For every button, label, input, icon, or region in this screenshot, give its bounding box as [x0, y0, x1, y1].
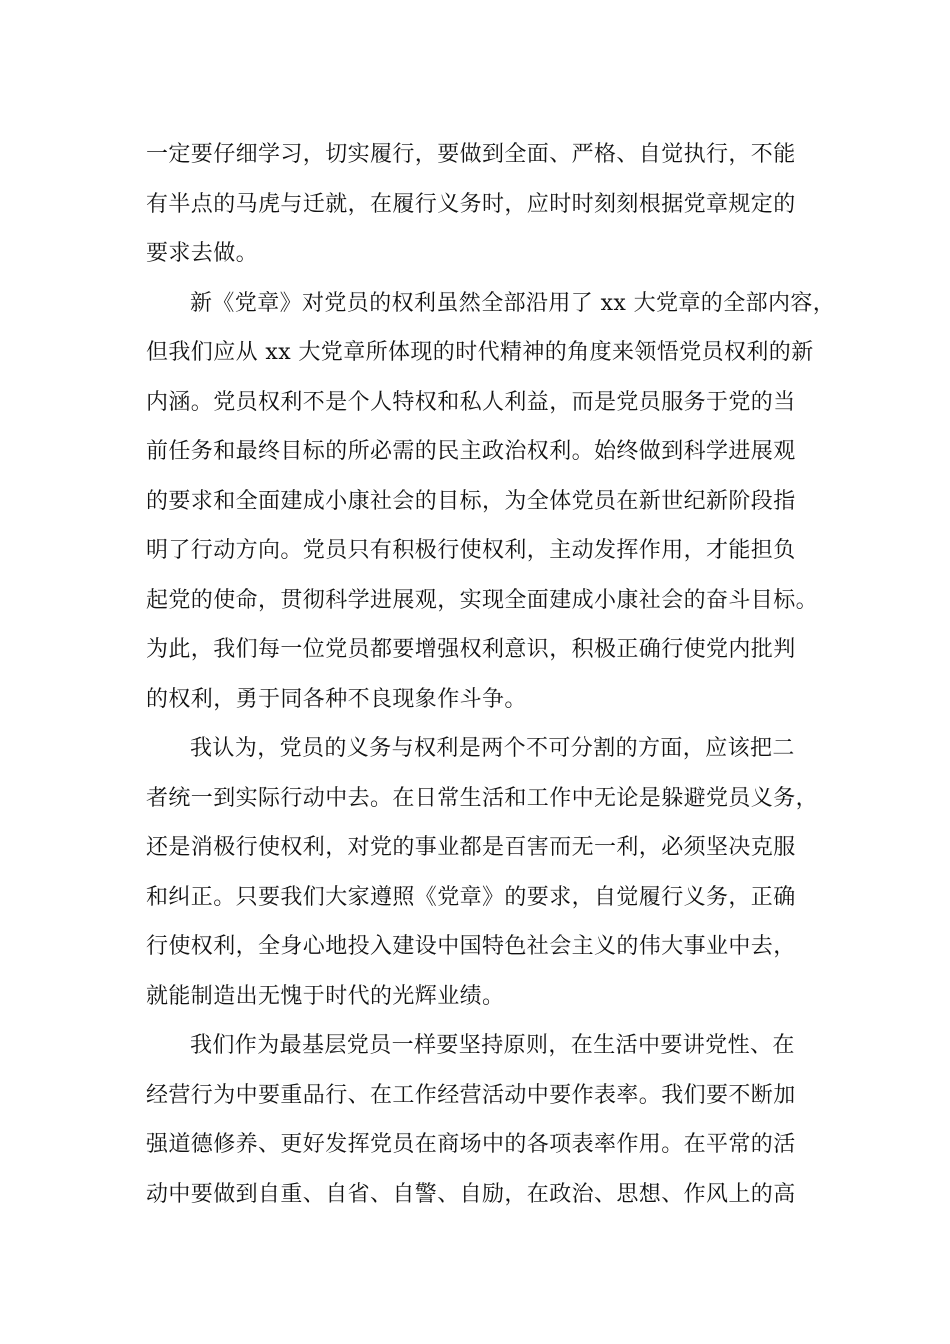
paragraph: [146, 724, 818, 1021]
text-line: 起党的使命，贯彻科学进展观，实现全面建成小康社会的奋斗目标。: [146, 587, 819, 613]
text-line: 就能制造出无愧于时代的光辉业绩。: [146, 983, 505, 1009]
text-line: 我们作为最基层党员一样要坚持原则，在生活中要讲党性、在: [190, 1033, 795, 1058]
document-body: [146, 130, 836, 1219]
text-line: 内涵。党员权利不是个人特权和私人利益，而是党员服务于党的当: [146, 389, 796, 415]
text-line: 有半点的马虎与迁就，在履行义务时，应时时刻刻根据党章规定的: [146, 191, 796, 217]
paragraph: [146, 130, 818, 279]
text-line: 还是消极行使权利，对党的事业都是百害而无一利，必须坚决克服: [146, 835, 796, 860]
text-line: 一定要仔细学习，切实履行，要做到全面、严格、自觉执行，不能: [146, 142, 796, 167]
text-line: 者统一到实际行动中去。在日常生活和工作中无论是躲避党员义务，: [146, 785, 819, 811]
paragraph: [146, 279, 836, 725]
text-line: 为此，我们每一位党员都要增强权利意识，积极正确行使党内批判: [146, 637, 796, 662]
text-line: 经营行为中要重品行、在工作经营活动中要作表率。我们要不断加: [146, 1082, 796, 1108]
text-line: 的权利，勇于同各种不良现象作斗争。: [146, 686, 527, 712]
text-line: 我认为，党员的义务与权利是两个不可分割的方面，应该把二: [190, 736, 795, 761]
text-line: 强道德修养、更好发挥党员在商场中的各项表率作用。在平常的活: [146, 1132, 796, 1157]
text-line: 前任务和最终目标的所必需的民主政治权利。始终做到科学进展观: [146, 439, 796, 464]
text-line: 新《党章》对党员的权利虽然全部沿用了 xx 大党章的全部内容，: [190, 290, 836, 316]
text-line: 要求去做。: [146, 241, 259, 266]
text-line: 明了行动方向。党员只有积极行使权利，主动发挥作用，才能担负: [146, 538, 796, 563]
paragraph: [146, 1021, 818, 1219]
text-line: 但我们应从 xx 大党章所体现的时代精神的角度来领悟党员权利的新: [146, 340, 814, 365]
text-line: 的要求和全面建成小康社会的目标，为全体党员在新世纪新阶段指: [146, 488, 796, 514]
text-line: 和纠正。只要我们大家遵照《党章》的要求，自觉履行义务，正确: [146, 884, 796, 910]
text-line: 行使权利，全身心地投入建设中国特色社会主义的伟大事业中去，: [146, 934, 796, 959]
text-line: 动中要做到自重、自省、自警、自励，在政治、思想、作风上的高: [146, 1181, 796, 1207]
